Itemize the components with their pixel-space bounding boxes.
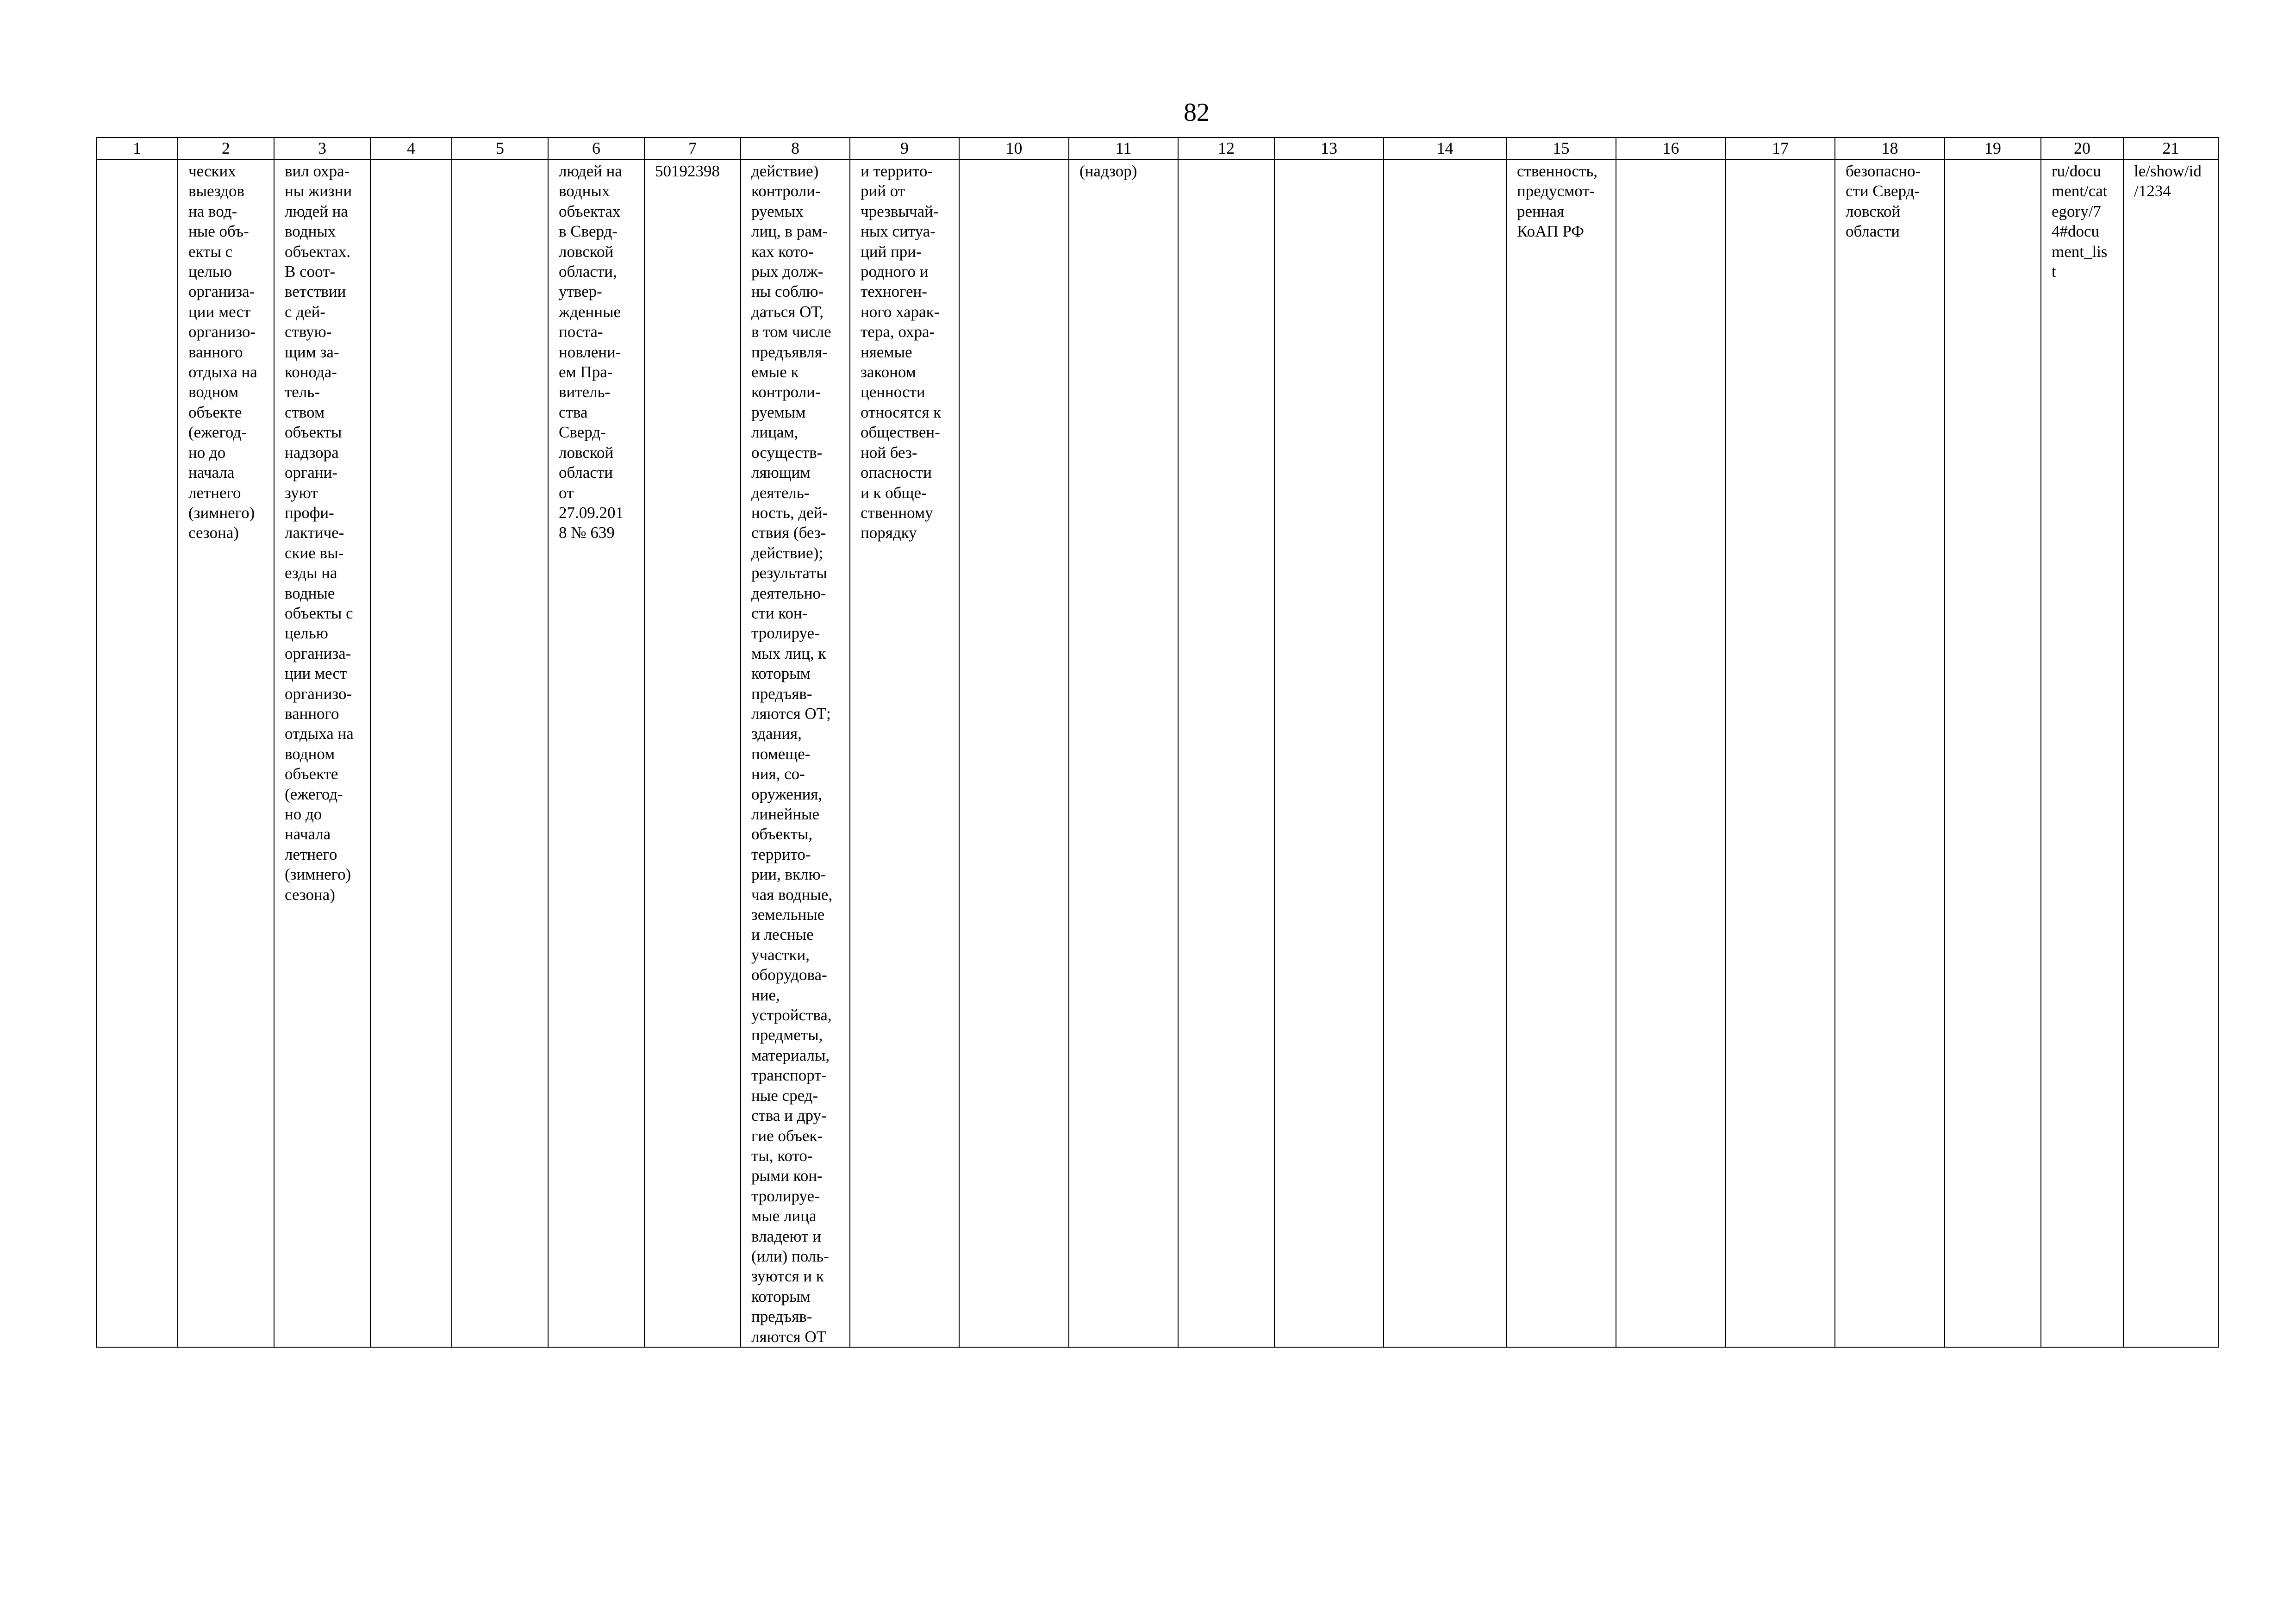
table-cell	[1178, 160, 1274, 1347]
table-cell	[452, 160, 548, 1347]
cell-text	[1616, 160, 1725, 161]
column-header: 1	[96, 137, 178, 160]
column-header: 14	[1384, 137, 1506, 160]
table-cell	[1069, 160, 1178, 1347]
page-number: 82	[1184, 98, 1210, 127]
cell-text: le/show/id /1234	[2134, 162, 2202, 200]
column-header: 19	[1945, 137, 2041, 160]
cell-text: вил охра- ны жизни людей на водных объектах. В соот- ветствии с дей- ствую- щим за- конода- тель- ством объекты надзора органи- зуют профи- лактиче- ские вы- езды на водные объекты с целью организа- ции мест организо- ванного отдыха на водном объекте (ежегод- но до начала летнего (зимнего) сезона)	[285, 162, 354, 904]
cell-text	[1726, 160, 1834, 161]
cell-text	[1275, 160, 1383, 161]
cell-text: (надзор)	[1079, 162, 1137, 180]
header-row	[96, 137, 2218, 160]
cell-text	[1384, 160, 1506, 161]
column-header: 11	[1069, 137, 1178, 160]
cell-text	[960, 160, 1068, 161]
table-cell	[178, 160, 274, 1347]
column-header: 17	[1726, 137, 1835, 160]
table-cell	[1726, 160, 1835, 1347]
cell-text	[97, 160, 177, 161]
table-cell	[741, 160, 850, 1347]
cell-text: ственность, предусмот- ренная КоАП РФ	[1517, 162, 1598, 241]
table-cell	[548, 160, 644, 1347]
column-header: 2	[178, 137, 274, 160]
column-header: 5	[452, 137, 548, 160]
cell-text: людей на водных объектах в Сверд- ловской области, утвер- жденные поста- новлени- ем Пра- витель- ства Сверд- ловской области от 27.09.201 8 № 639	[559, 162, 624, 542]
cell-text: действие) контроли- руемых лиц, в рам- ках кото- рых долж- ны соблю- даться ОТ, в том числе предъявля- емые к контроли- руемым лицам, осуществ- ляющим деятель- ность, дей- ствия (без- действие); результаты деятельно- сти кон- тролируе- мых лиц, к которым предъяв- ляются ОТ; здания, помеще- ния, со- оружения, линейные объекты, террито- рии, вклю- чая водные, земельные и лесные участки, оборудова- ние, устройства, предметы, материалы, транспорт- ные сред- ства и дру- гие объек- ты, кото- рыми кон- тролируе- мые лица владеют и (или) поль- зуются и к которым предъяв- ляются ОТ	[751, 162, 833, 1346]
cell-text: ческих выездов на вод- ные объ- екты с целью организа- ции мест организо- ванного отдыха на водном объекте (ежегод- но до начала летнего (зимнего) сезона)	[188, 162, 257, 542]
table-cell	[1384, 160, 1506, 1347]
column-header: 18	[1835, 137, 1945, 160]
column-header: 8	[741, 137, 850, 160]
table-cell	[2041, 160, 2123, 1347]
column-header: 15	[1506, 137, 1616, 160]
column-header: 4	[370, 137, 452, 160]
table-cell	[96, 160, 178, 1347]
cell-text	[452, 160, 548, 161]
column-header: 20	[2041, 137, 2123, 160]
cell-text: и террито- рий от чрезвычай- ных ситуа- ций при- родного и техноген- ного харак- тера, охра- няемые законом ценности относятся к обществен- ной без- опасности и к обще- ственному порядку	[861, 162, 942, 542]
table-cell	[959, 160, 1069, 1347]
cell-text	[371, 160, 451, 161]
table-cell	[1616, 160, 1726, 1347]
cell-text: 50192398	[655, 162, 720, 180]
column-header: 9	[850, 137, 959, 160]
cell-text: ru/docu ment/cat egory/7 4#docu ment_lis t	[2052, 162, 2108, 281]
column-header: 16	[1616, 137, 1726, 160]
table-cell	[1835, 160, 1945, 1347]
table-cell	[850, 160, 959, 1347]
table-cell	[644, 160, 741, 1347]
table-cell	[1274, 160, 1384, 1347]
data-table	[96, 137, 2219, 1348]
column-header: 21	[2123, 137, 2218, 160]
column-header: 3	[274, 137, 370, 160]
table-cell	[1506, 160, 1616, 1347]
column-header: 7	[644, 137, 741, 160]
cell-text	[1945, 160, 2040, 161]
cell-text	[1179, 160, 1274, 161]
table-cell	[2123, 160, 2218, 1347]
cell-text: безопасно- сти Сверд- ловской области	[1846, 162, 1921, 241]
column-header: 12	[1178, 137, 1274, 160]
table-row	[96, 160, 2218, 1347]
column-header: 10	[959, 137, 1069, 160]
column-header: 6	[548, 137, 644, 160]
column-header: 13	[1274, 137, 1384, 160]
table-cell	[274, 160, 370, 1347]
table-cell	[1945, 160, 2041, 1347]
table-cell	[370, 160, 452, 1347]
